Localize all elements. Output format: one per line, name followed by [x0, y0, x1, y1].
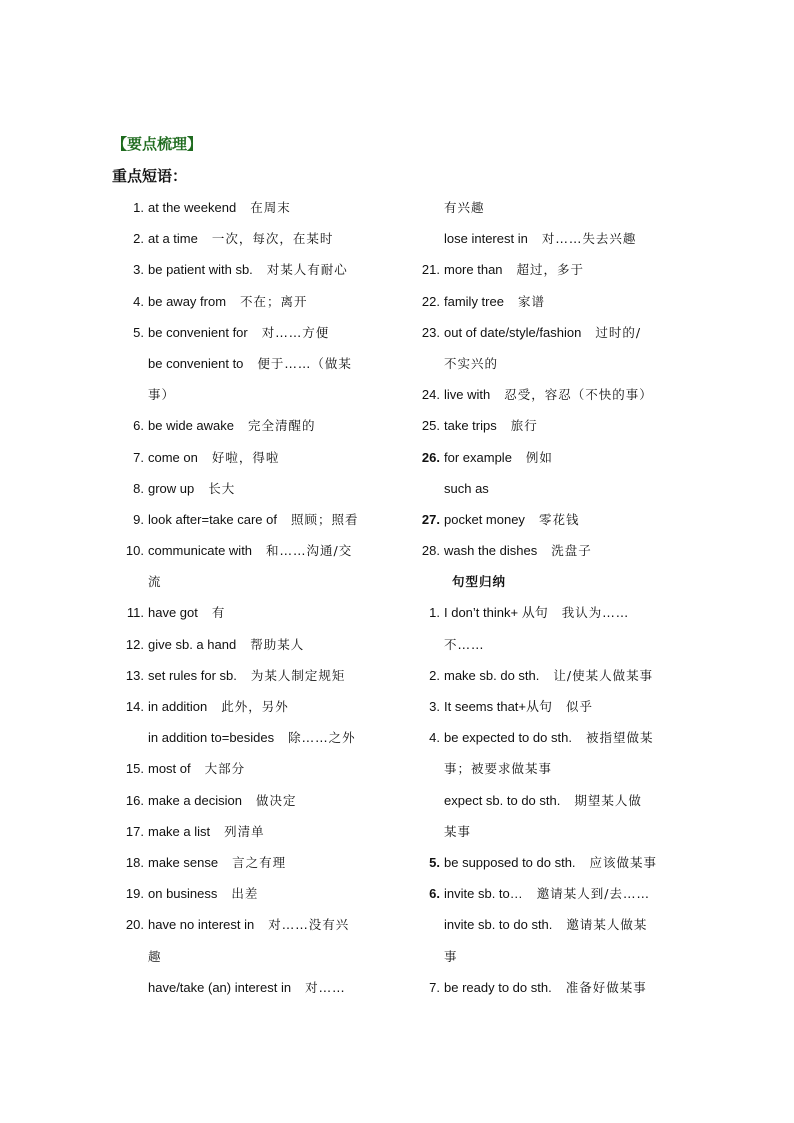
item-number: 2. — [133, 231, 144, 247]
phrase-english: communicate with — [148, 543, 253, 559]
phrase-chinese: 例如 — [525, 449, 553, 465]
phrase-line — [112, 352, 392, 383]
phrase-text — [444, 354, 690, 375]
item-number: 12. — [125, 636, 144, 652]
phrase-line — [112, 633, 392, 664]
phrase-line — [408, 882, 690, 913]
phrase-line — [112, 196, 392, 227]
phrase-chinese: 应该做某事 — [589, 854, 658, 870]
phrase-line — [112, 945, 392, 976]
phrase-chinese: 言之有理 — [232, 854, 287, 870]
phrase-text — [444, 915, 690, 936]
phrase-chinese: 好啦，得啦 — [211, 449, 280, 465]
item-number: 19. — [125, 886, 144, 902]
item-number: 8. — [133, 480, 144, 496]
phrase-english: in addition to=besides — [148, 730, 275, 746]
phrase-text — [148, 541, 392, 562]
phrase-line — [408, 508, 690, 539]
phrase-chinese: 对……失去兴趣 — [541, 231, 637, 247]
phrase-text — [444, 510, 690, 531]
phrase-text — [148, 853, 392, 874]
item-number: 25. — [421, 418, 440, 434]
phrase-chinese: 长大 — [208, 480, 236, 496]
phrase-text — [148, 572, 392, 593]
phrase-text — [444, 978, 690, 999]
phrase-chinese: 旅行 — [510, 418, 538, 434]
phrase-text — [444, 448, 690, 469]
phrase-line — [112, 321, 392, 352]
phrase-text — [148, 759, 392, 780]
item-number: 22. — [421, 293, 440, 309]
phrase-line — [112, 976, 392, 1007]
phrase-chinese: 做决定 — [255, 792, 297, 808]
phrase-english: grow up — [148, 480, 195, 496]
phrase-chinese: 完全清醒的 — [248, 418, 316, 434]
phrase-line — [112, 851, 392, 882]
phrase-chinese: 超过，多于 — [516, 262, 585, 278]
item-number: 6. — [133, 418, 144, 434]
phrase-text — [148, 323, 392, 344]
item-number: 24. — [421, 387, 440, 403]
phrase-text — [148, 697, 392, 718]
phrase-text — [148, 822, 392, 843]
phrase-english: set rules for sb. — [148, 667, 237, 683]
phrase-chinese: 帮助某人 — [250, 636, 305, 652]
phrase-line — [408, 414, 690, 445]
phrase-english: be wide awake — [148, 418, 234, 434]
phrase-text — [444, 884, 690, 905]
phrase-line — [408, 227, 690, 258]
phrase-chinese: 有 — [211, 605, 226, 621]
phrase-english: look after=take care of — [148, 511, 277, 527]
phrase-text — [444, 479, 690, 500]
item-number: 17. — [125, 823, 144, 839]
phrase-chinese: 对……方便 — [261, 324, 330, 340]
phrase-chinese: 对…… — [305, 979, 346, 995]
phrase-line — [112, 757, 392, 788]
item-number: 1. — [429, 605, 440, 621]
phrase-english: have/take (an) interest in — [148, 979, 292, 995]
item-number: 23. — [421, 324, 440, 340]
phrase-english: pocket money — [444, 511, 525, 527]
phrase-text — [148, 229, 392, 250]
phrase-english: at the weekend — [148, 200, 237, 215]
phrase-chinese: 不在；离开 — [240, 293, 308, 309]
phrase-english: I don’t think+ 从句 — [444, 605, 548, 621]
item-number: 15. — [125, 761, 144, 777]
phrase-line — [408, 820, 690, 851]
phrase-line — [112, 820, 392, 851]
phrase-line — [408, 258, 690, 289]
phrase-text — [148, 198, 392, 219]
phrase-line — [408, 539, 690, 570]
phrase-text — [148, 479, 392, 500]
phrase-english: invite sb. to… — [444, 886, 523, 902]
phrase-text — [444, 323, 690, 344]
phrase-line — [112, 508, 392, 539]
phrase-chinese: 家谱 — [517, 293, 545, 309]
phrase-text — [444, 697, 690, 718]
phrase-text — [444, 292, 690, 313]
phrase-english: wash the dishes — [444, 543, 538, 559]
phrase-text — [444, 260, 690, 281]
item-number: 13. — [125, 667, 144, 683]
phrase-line — [408, 726, 690, 757]
phrase-line — [408, 321, 690, 352]
phrase-english: at a time — [148, 231, 198, 247]
phrase-english: for example — [444, 449, 512, 465]
item-number: 26. — [421, 449, 440, 465]
phrase-chinese: 忍受，容忍（不快的事） — [504, 387, 653, 403]
phrase-chinese: 过时的/ — [595, 324, 642, 340]
item-number: 18. — [125, 854, 144, 870]
phrase-text — [148, 947, 392, 968]
phrase-chinese: 事；被要求做某事 — [444, 761, 553, 777]
phrase-english: be convenient for — [148, 324, 248, 340]
phrase-text — [444, 416, 690, 437]
item-number: 3. — [133, 262, 144, 278]
phrase-line — [112, 258, 392, 289]
phrase-line — [112, 601, 392, 632]
phrase-english: make a decision — [148, 792, 242, 808]
phrase-english: have no interest in — [148, 917, 255, 933]
phrase-chinese: 此外，另外 — [221, 699, 289, 714]
phrase-line — [112, 789, 392, 820]
phrase-chinese: 不实兴的 — [444, 355, 499, 371]
phrase-english: make a list — [148, 823, 211, 839]
phrase-line — [112, 726, 392, 757]
phrase-english: be patient with sb. — [148, 262, 253, 278]
phrase-line — [112, 882, 392, 913]
item-number: 14. — [125, 699, 144, 714]
phrase-chinese: 邀请某人到/去…… — [536, 886, 650, 902]
phrase-chinese: 除……之外 — [288, 730, 356, 746]
phrase-text — [148, 728, 392, 749]
phrase-text — [148, 292, 392, 313]
phrase-english: expect sb. to do sth. — [444, 792, 561, 808]
phrase-chinese: 对某人有耐心 — [266, 262, 348, 278]
phrase-chinese: 照顾；照看 — [291, 511, 359, 527]
phrase-line — [408, 851, 690, 882]
phrase-line — [112, 664, 392, 695]
phrase-line — [112, 913, 392, 944]
phrase-text — [148, 385, 392, 406]
phrase-text — [444, 728, 690, 749]
item-number: 5. — [133, 324, 144, 340]
item-number: 2. — [429, 667, 440, 683]
phrase-line — [408, 976, 690, 1007]
item-number: 4. — [429, 730, 440, 746]
phrase-chinese: 我认为…… — [561, 605, 630, 621]
phrase-line — [112, 570, 392, 601]
phrase-line — [408, 570, 690, 601]
phrase-text — [148, 915, 392, 936]
phrase-chinese: 在周末 — [250, 200, 291, 215]
phrase-english: on business — [148, 886, 218, 902]
item-number: 27. — [421, 511, 440, 527]
phrase-line — [408, 601, 690, 632]
item-number: 20. — [125, 917, 144, 933]
phrase-text — [148, 666, 392, 687]
phrase-line — [408, 695, 690, 726]
phrase-text — [444, 229, 690, 250]
phrase-chinese: 零花钱 — [538, 511, 580, 527]
phrase-text — [444, 759, 690, 780]
section-heading — [444, 572, 690, 593]
item-number: 11. — [126, 605, 144, 621]
phrase-chinese: 邀请某人做某 — [566, 917, 648, 933]
phrase-line — [112, 414, 392, 445]
phrase-chinese: 让/使某人做某事 — [553, 667, 654, 683]
phrase-line — [408, 290, 690, 321]
phrase-chinese: 和……沟通/交 — [266, 543, 353, 559]
item-number: 4. — [133, 293, 144, 309]
phrase-line — [112, 227, 392, 258]
phrase-english: live with — [444, 387, 491, 403]
phrase-column-right — [408, 196, 690, 1007]
phrase-english: out of date/style/fashion — [444, 324, 582, 340]
phrase-text — [148, 791, 392, 812]
phrase-chinese: 事） — [148, 387, 176, 403]
phrase-line — [112, 446, 392, 477]
phrase-english: It seems that+从句 — [444, 699, 553, 714]
phrase-chinese: 某事 — [444, 823, 472, 839]
phrase-text — [148, 510, 392, 531]
phrase-line — [408, 383, 690, 414]
phrase-english: be expected to do sth. — [444, 730, 572, 746]
phrase-english: take trips — [444, 418, 497, 434]
phrase-chinese: 准备好做某事 — [565, 979, 647, 995]
phrase-line — [408, 664, 690, 695]
phrase-line — [112, 290, 392, 321]
phrase-line — [112, 539, 392, 570]
phrase-english: give sb. a hand — [148, 636, 237, 652]
phrase-line — [112, 695, 392, 726]
phrase-text — [148, 978, 392, 999]
phrase-line — [112, 477, 392, 508]
item-number: 1. — [133, 200, 144, 215]
phrase-chinese: 句型归纳 — [452, 574, 507, 590]
section-title: 【要点梳理】 — [112, 135, 203, 153]
phrase-text — [444, 635, 690, 656]
phrase-line — [408, 757, 690, 788]
phrase-text — [444, 822, 690, 843]
phrase-text — [444, 541, 690, 562]
phrase-chinese: 大部分 — [204, 761, 246, 777]
phrase-english: invite sb. to do sth. — [444, 917, 553, 933]
phrase-chinese: 被指望做某 — [585, 730, 654, 746]
phrase-line — [408, 352, 690, 383]
phrase-chinese: 洗盘子 — [551, 543, 592, 559]
item-number: 28. — [421, 543, 440, 559]
item-number: 16. — [125, 792, 144, 808]
phrase-text — [148, 635, 392, 656]
phrase-text — [444, 385, 690, 406]
phrase-chinese: 趣 — [148, 948, 162, 964]
phrase-line — [408, 196, 690, 227]
phrase-english: in addition — [148, 699, 208, 714]
phrase-line — [408, 446, 690, 477]
phrase-text — [148, 603, 392, 624]
phrase-english: be away from — [148, 293, 227, 309]
phrase-chinese: 便于……（做某 — [257, 355, 352, 371]
phrase-chinese: 期望某人做 — [574, 792, 642, 808]
phrase-text — [444, 603, 690, 624]
phrase-chinese: 为某人制定规矩 — [250, 667, 346, 683]
phrase-line — [408, 789, 690, 820]
phrase-english: make sb. do sth. — [444, 667, 540, 683]
item-number: 3. — [429, 699, 440, 714]
phrase-english: be ready to do sth. — [444, 979, 552, 995]
phrase-english: most of — [148, 761, 191, 777]
phrase-chinese: 出差 — [231, 886, 259, 902]
phrase-line — [408, 477, 690, 508]
phrase-text — [148, 260, 392, 281]
phrase-line — [112, 383, 392, 414]
phrase-chinese: 一次，每次，在某时 — [211, 231, 334, 247]
item-number: 7. — [133, 449, 144, 465]
phrase-line — [408, 913, 690, 944]
phrase-column-left — [112, 196, 392, 1007]
phrase-english: such as — [444, 480, 489, 496]
phrase-english: be supposed to do sth. — [444, 854, 576, 870]
phrase-text — [148, 884, 392, 905]
phrase-chinese: 流 — [148, 574, 162, 590]
item-number: 5. — [429, 854, 440, 870]
phrase-text — [148, 416, 392, 437]
phrase-english: lose interest in — [444, 231, 528, 247]
phrase-text — [148, 448, 392, 469]
phrase-text — [444, 947, 690, 968]
phrase-chinese: 似乎 — [566, 699, 594, 714]
phrase-line — [408, 945, 690, 976]
subsection-title: 重点短语： — [112, 167, 188, 185]
phrase-english: have got — [148, 605, 198, 621]
phrase-english: be convenient to — [148, 355, 244, 371]
phrase-text — [444, 791, 690, 812]
phrase-chinese: 列清单 — [224, 823, 265, 839]
phrase-text — [444, 853, 690, 874]
phrase-english: family tree — [444, 293, 504, 309]
item-number: 7. — [429, 979, 440, 995]
phrase-chinese: 不…… — [444, 636, 485, 652]
item-number: 10. — [125, 543, 144, 559]
phrase-english: come on — [148, 449, 198, 465]
phrase-chinese: 对……没有兴 — [268, 917, 350, 933]
phrase-text — [444, 666, 690, 687]
item-number: 6. — [429, 886, 440, 902]
item-number: 21. — [421, 262, 440, 278]
phrase-english: more than — [444, 262, 503, 278]
phrase-chinese: 有兴趣 — [444, 200, 485, 215]
phrase-english: make sense — [148, 854, 219, 870]
item-number: 9. — [133, 511, 144, 527]
phrase-text — [444, 198, 690, 219]
phrase-line — [408, 633, 690, 664]
phrase-chinese: 事 — [444, 948, 458, 964]
phrase-text — [148, 354, 392, 375]
